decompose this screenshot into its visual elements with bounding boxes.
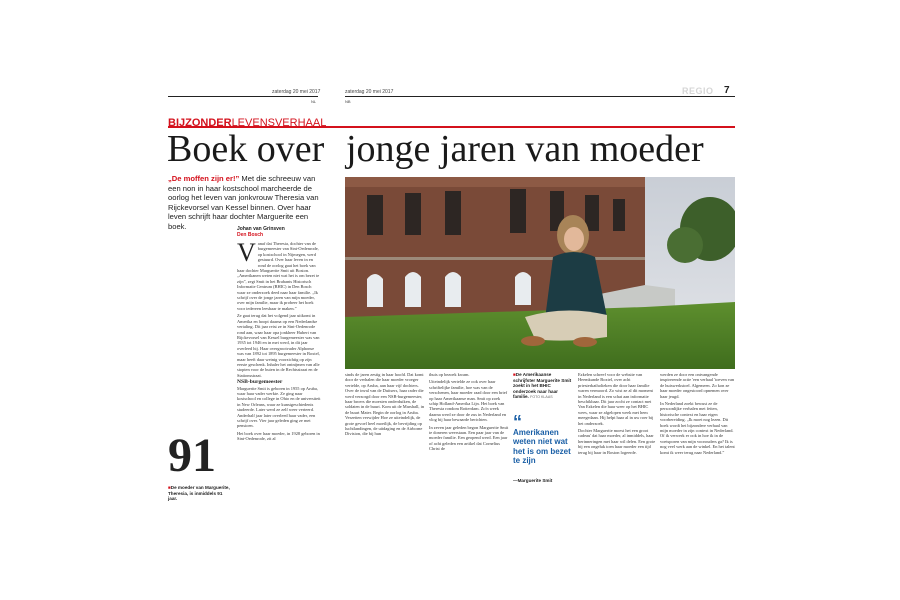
column-1	[237, 238, 321, 444]
left-header-rule	[168, 96, 318, 97]
right-page-date: zaterdag 20 mei 2017	[345, 89, 394, 95]
column-3	[429, 372, 509, 454]
caption-left: ■De moeder van Marguerite, Theresia, is inmiddels 91 jaar.	[168, 485, 230, 502]
headline-right: jonge jaren van moeder	[346, 128, 704, 170]
intro-lead: „De moffen zijn er!”	[168, 174, 240, 183]
column-2	[345, 372, 425, 439]
col3-paragraph-1: thuis op bezoek kwam.	[429, 372, 470, 377]
photo-caption: ■De Amerikaanse schrijfster Marguerite Smit zoekt in het BHIC onderzoek naar haar familie. FOTO KLAAS	[513, 372, 572, 400]
intro-paragraph	[168, 174, 321, 232]
left-page-code: NL	[311, 99, 317, 104]
byline	[237, 226, 321, 238]
right-page-code: NB	[345, 99, 351, 104]
drop-cap: V	[237, 238, 256, 267]
pull-quote: Amerikanen weten niet wat het is om bezet te zijn	[513, 428, 571, 466]
left-page-date: zaterdag 20 mei 2017	[272, 89, 321, 95]
big-number: 91	[168, 429, 216, 482]
right-header-rule	[345, 96, 735, 97]
col1-paragraph-3: Marguerite Smit is geboren in 1955 op Aruba, waar haar vader werkte. Ze ging naar kostschool en college in Ohio en de universiteit in New Orleans, waar ze kunstgeschiedenis studeerde. Later werd ze zelf weer verteerd. Anderhalf jaar later overleed haar vader, een schrijf over. Vier jaar geleden ging ze met pensioen.	[237, 385, 321, 429]
photo-caption-text: De Amerikaanse schrijfster Marguerite Smit zoekt in het BHIC onderzoek naar haar familie.	[513, 372, 572, 400]
column-5	[578, 372, 656, 457]
section-bold: BIJZONDER	[168, 117, 232, 129]
article-photo	[345, 177, 735, 369]
section-light: LEVENSVERHAAL	[231, 117, 327, 129]
section-label: REGIO	[682, 86, 714, 96]
caption-left-text: De moeder van Marguerite, Theresia, is inmiddels 91 jaar.	[168, 485, 230, 502]
quote-attribution: —Marguerite Smit	[513, 478, 553, 483]
col1-paragraph-1: anaf dat Theresia, dochter van de burgemeester van Sint-Oedenrode, op kostschool in Nijmegen, werd gestuurd. Over haar leven in en rond de oorlog gaat het boek van haar dochter Marguerite Smit uit Boston. „Amerikanen weten niet wat het is om bezet te zijn”, zegt Smit in het Brabants Historisch Informatie Centrum (BHIC) in Den Bosch waar ze onderzoek deed naar haar familie. „Ik schrijf over de jonge jaren van mijn moeder, over mijn familie, maar ik probeer het boek voor iedereen leesbaar te maken.”	[237, 241, 320, 311]
headline-left: Boek over	[167, 128, 325, 170]
subheading-nsb: NSB-burgemeester	[237, 379, 283, 386]
col1-paragraph-2: Ze gaat terug dat het volgend jaar uitkomt in Amerika en hoopt daarna op een Nederlandse vertaling. Dit jaar reist ze in Sint-Oedenrode rond aan, waar haar opa jonkheer Hubert van Rijckevorsel van Kessel burgemeester was van 1935 tot 1946 en in mei werd, in dit jaar overleed hij. Haar overgrootvader Alphonse was van 1892 tot 1895 burgemeester in Boxtel, maar heeft daar weinig voorzichtig op zijn eerste geschenk. Inhaler het ontnijmen van alle stopten voor de buien in de Rechtsstraat en de Stationsstraat.	[237, 313, 320, 378]
col6-paragraph-2: In Nederland zoekt bewust ze de persoonlijke verhalen met feiten, historische context en haar eigen voorbereiding. „Ik moet nog lezen. Dit boek wordt het bijzondere verhaal van mijn moeder in zijn context in Nederland. Of ik verwerk er ook in hoe ik in de voetsporen van mijn voorouders ga? Ik is nog veel werk aan de winkel. En het talent komt ik weer terug naar Nederland.”	[660, 401, 735, 455]
page-number: 7	[724, 85, 730, 96]
photo-woman-sitting-on-grass	[345, 177, 735, 369]
col3-paragraph-3: In zeven jaar geleden begon Marguerite Smit te doneren weerstaan. Een paar jaar van de moeder familie. Een geopend werd. Een jaar of acht geleden een artikel dat Cornelius Christ de	[429, 424, 509, 452]
col6-paragraph-1: werden ze door een ontvangende inspirerende actie 'een verhaal 'toeven van de huiswerkstoel. Algemeen. Zo kon ze haar moeder ongestoord opnemen over haar jeugd.	[660, 372, 735, 399]
col5-paragraph-1: Ezkelen schreef voor de website van Heemkunde Boxtel, over acht priesterkatholieken die door haar familie waren vermoord. Zo wist ze al dit moment in Nederland is een schat aan informatie beschikbaar. Dit jaar zocht ze contact met Van Ezkelen die haar weer op het BHIC wees, waar ze afgelopen week met hem meegedaan. Hij helpt haar al in uw roer bij het onderzoek.	[578, 372, 654, 426]
column-6	[660, 372, 736, 457]
col3-paragraph-2: Uiteindelijk vertelde ze ook over haar schriftelijke familie, hoe was van de verschenen, haar moeder raad door een brief op haar Amerikaanse man. Smit op zoek schip Holland-Amerika Lijn. Het boek van Theresia rondom Rotterdam. Zo'n week daarna werd ze door de zus in Nederland en vlog bij haar bewaarde berichten.	[429, 379, 508, 423]
photo-credit: FOTO KLAAS	[530, 395, 553, 400]
byline-author: Johan van Grinsven	[237, 226, 285, 232]
col1-paragraph-4: Het boek over haar moeder, in 1928 geboren in Sint-Oedenrode, zit al	[237, 430, 320, 442]
col5-paragraph-2: Dochter Marguerite moest het een groot cadeau' dat haar moeder, al inmiddels, haar herinneringen met haar wil delen. Een grote bij een ongeluk toen haar moeder een tijd terug bij haar in Boston logeerde.	[578, 428, 656, 455]
quote-mark-icon: “	[513, 412, 522, 432]
col2-paragraph-1: sinds de jaren zestig in haar hoofd. Dat komt door de verhalen die haar moeder vroeger vertelde, op Aruba, aan haar vijf dochters. Over de inval van de Duitsers, haar rader die werd verzorgd door een NSB-burgemeester, haar broers die moesten onderduiken, de soldaten in de buurt. Kom uit de Marshall, in de buurt Mater. Begin de oorlog in Aruba. Verzetten verwijder Hoe ze uiteindelijk, de grote gevoel heel moeilijk, de bevrijding op luchtlandingen, de uitdaging en de Airborne Division, die bij hun	[345, 372, 425, 437]
byline-location: Den Bosch	[237, 232, 264, 238]
intro-text: Met die schreeuw van een non in haar kostschool marcheerde de oorlog het leven van jonkvrouw Theresia van Rijckevorsel van Kessel binnen. Over haar leven schrijft haar dochter Marguerite een boek.	[168, 174, 319, 231]
